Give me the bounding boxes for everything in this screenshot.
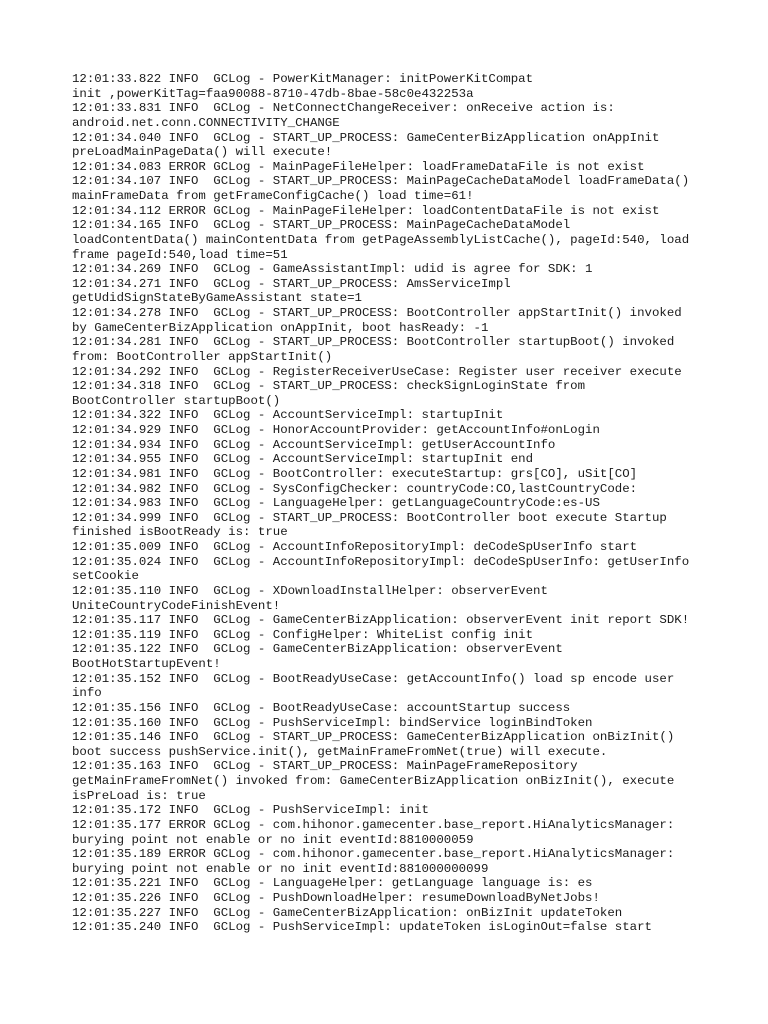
log-line: from: BootController appStartInit(): [72, 349, 333, 364]
log-line: 12:01:33.822 INFO GCLog - PowerKitManager: initPowerKitCompat: [72, 72, 534, 86]
log-line: burying point not enable or no init eventId:8810000059: [72, 832, 474, 847]
log-line: mainFrameData from getFrameConfigCache() load time=61!: [72, 189, 474, 203]
log-line: 12:01:34.929 INFO GCLog - HonorAccountProvider: getAccountInfo#onLogin: [72, 423, 600, 437]
log-line: boot success pushService.init(), getMainFrameFromNet(true) will execute.: [72, 744, 608, 759]
log-line: UniteCountryCodeFinishEvent!: [72, 598, 281, 613]
log-line: BootHotStartupEvent!: [72, 657, 221, 671]
log-line: 12:01:35.152 INFO GCLog - BootReadyUseCase: getAccountInfo() load sp encode user: [72, 671, 675, 686]
log-line: isPreLoad is: true: [72, 788, 206, 803]
log-line: 12:01:35.156 INFO GCLog - BootReadyUseCase: accountStartup success: [72, 700, 571, 715]
log-line: 12:01:34.322 INFO GCLog - AccountServiceImpl: startupInit: [72, 408, 504, 423]
log-line: 12:01:34.083 ERROR GCLog - MainPageFileHelper: loadFrameDataFile is not exist: [72, 159, 645, 174]
log-line: setCookie: [72, 569, 139, 584]
log-line: 12:01:34.278 INFO GCLog - START_UP_PROCESS: BootController appStartInit() invoked: [72, 306, 682, 320]
log-line: 12:01:34.292 INFO GCLog - RegisterReceiverUseCase: Register user receiver execute: [72, 364, 682, 379]
log-line: 12:01:35.009 INFO GCLog - AccountInfoRepositoryImpl: deCodeSpUserInfo start: [72, 540, 638, 554]
log-line: 12:01:34.040 INFO GCLog - START_UP_PROCESS: GameCenterBizApplication onAppInit: [72, 130, 660, 145]
log-line: 12:01:35.160 INFO GCLog - PushServiceImpl: bindService loginBindToken: [72, 715, 593, 730]
log-line: 12:01:34.271 INFO GCLog - START_UP_PROCESS: AmsServiceImpl: [72, 276, 511, 291]
log-line: by GameCenterBizApplication onAppInit, boot hasReady: -1: [72, 320, 489, 335]
log-line: 12:01:35.227 INFO GCLog - GameCenterBizApplication: onBizInit updateToken: [72, 905, 623, 920]
log-line: getMainFrameFromNet() invoked from: GameCenterBizApplication onBizInit(), execute: [72, 774, 675, 788]
log-line: 12:01:35.172 INFO GCLog - PushServiceImpl: init: [72, 803, 429, 818]
log-line: 12:01:34.269 INFO GCLog - GameAssistantImpl: udid is agree for SDK: 1: [72, 262, 593, 277]
log-line: 12:01:35.146 INFO GCLog - START_UP_PROCESS: GameCenterBizApplication onBizInit(): [72, 730, 675, 745]
log-line: finished isBootReady is: true: [72, 525, 288, 540]
log-line: 12:01:34.955 INFO GCLog - AccountServiceImpl: startupInit end: [72, 452, 534, 467]
log-line: 12:01:34.934 INFO GCLog - AccountServiceImpl: getUserAccountInfo: [72, 437, 556, 452]
log-line: 12:01:35.024 INFO GCLog - AccountInfoRepositoryImpl: deCodeSpUserInfo: getUserInfo: [72, 554, 690, 569]
log-line: 12:01:34.107 INFO GCLog - START_UP_PROCESS: MainPageCacheDataModel loadFrameData(): [72, 174, 690, 189]
log-line: info: [72, 686, 102, 701]
log-line: getUdidSignStateByGameAssistant state=1: [72, 291, 362, 306]
log-text: [72, 72, 712, 935]
log-line: 12:01:35.117 INFO GCLog - GameCenterBizApplication: observerEvent init report SDK!: [72, 613, 690, 628]
log-line: 12:01:34.981 INFO GCLog - BootController: executeStartup: grs[CO], uSit[CO]: [72, 466, 638, 481]
log-line: loadContentData() mainContentData from getPageAssemblyListCache(), pageId:540, load: [72, 232, 690, 247]
log-line: 12:01:34.165 INFO GCLog - START_UP_PROCESS: MainPageCacheDataModel: [72, 218, 571, 233]
log-line: preLoadMainPageData() will execute!: [72, 145, 333, 160]
log-line: 12:01:35.177 ERROR GCLog - com.hihonor.gamecenter.base_report.HiAnalyticsManager:: [72, 817, 675, 832]
log-line: 12:01:34.318 INFO GCLog - START_UP_PROCESS: checkSignLoginState from: [72, 379, 586, 394]
log-line: 12:01:33.831 INFO GCLog - NetConnectChangeReceiver: onReceive action is:: [72, 101, 615, 116]
log-line: burying point not enable or no init eventId:881000000099: [72, 861, 489, 876]
log-line: 12:01:35.226 INFO GCLog - PushDownloadHelper: resumeDownloadByNetJobs!: [72, 891, 600, 905]
log-line: android.net.conn.CONNECTIVITY_CHANGE: [72, 115, 340, 130]
log-line: 12:01:34.281 INFO GCLog - START_UP_PROCESS: BootController startupBoot() invoked: [72, 335, 675, 350]
log-line: BootController startupBoot(): [72, 393, 281, 408]
log-line: 12:01:34.112 ERROR GCLog - MainPageFileHelper: loadContentDataFile is not exist: [72, 203, 660, 218]
log-line: 12:01:34.999 INFO GCLog - START_UP_PROCESS: BootController boot execute Startup: [72, 510, 667, 525]
log-line: init ,powerKitTag=faa90088-8710-47db-8bae-58c0e432253a: [72, 86, 474, 101]
log-line: 12:01:34.983 INFO GCLog - LanguageHelper: getLanguageCountryCode:es-US: [72, 496, 600, 511]
log-line: 12:01:35.221 INFO GCLog - LanguageHelper: getLanguage language is: es: [72, 876, 593, 891]
log-line: 12:01:35.240 INFO GCLog - PushServiceImpl: updateToken isLoginOut=false start: [72, 920, 652, 935]
log-line: 12:01:35.163 INFO GCLog - START_UP_PROCESS: MainPageFrameRepository: [72, 759, 578, 774]
log-line: 12:01:35.110 INFO GCLog - XDownloadInstallHelper: observerEvent: [72, 583, 548, 598]
log-line: 12:01:35.189 ERROR GCLog - com.hihonor.gamecenter.base_report.HiAnalyticsManager:: [72, 847, 675, 862]
log-line: 12:01:34.982 INFO GCLog - SysConfigChecker: countryCode:CO,lastCountryCode:: [72, 481, 638, 496]
log-line: 12:01:35.119 INFO GCLog - ConfigHelper: WhiteList config init: [72, 627, 534, 642]
log-line: 12:01:35.122 INFO GCLog - GameCenterBizApplication: observerEvent: [72, 642, 563, 657]
log-line: frame pageId:540,load time=51: [72, 247, 288, 262]
